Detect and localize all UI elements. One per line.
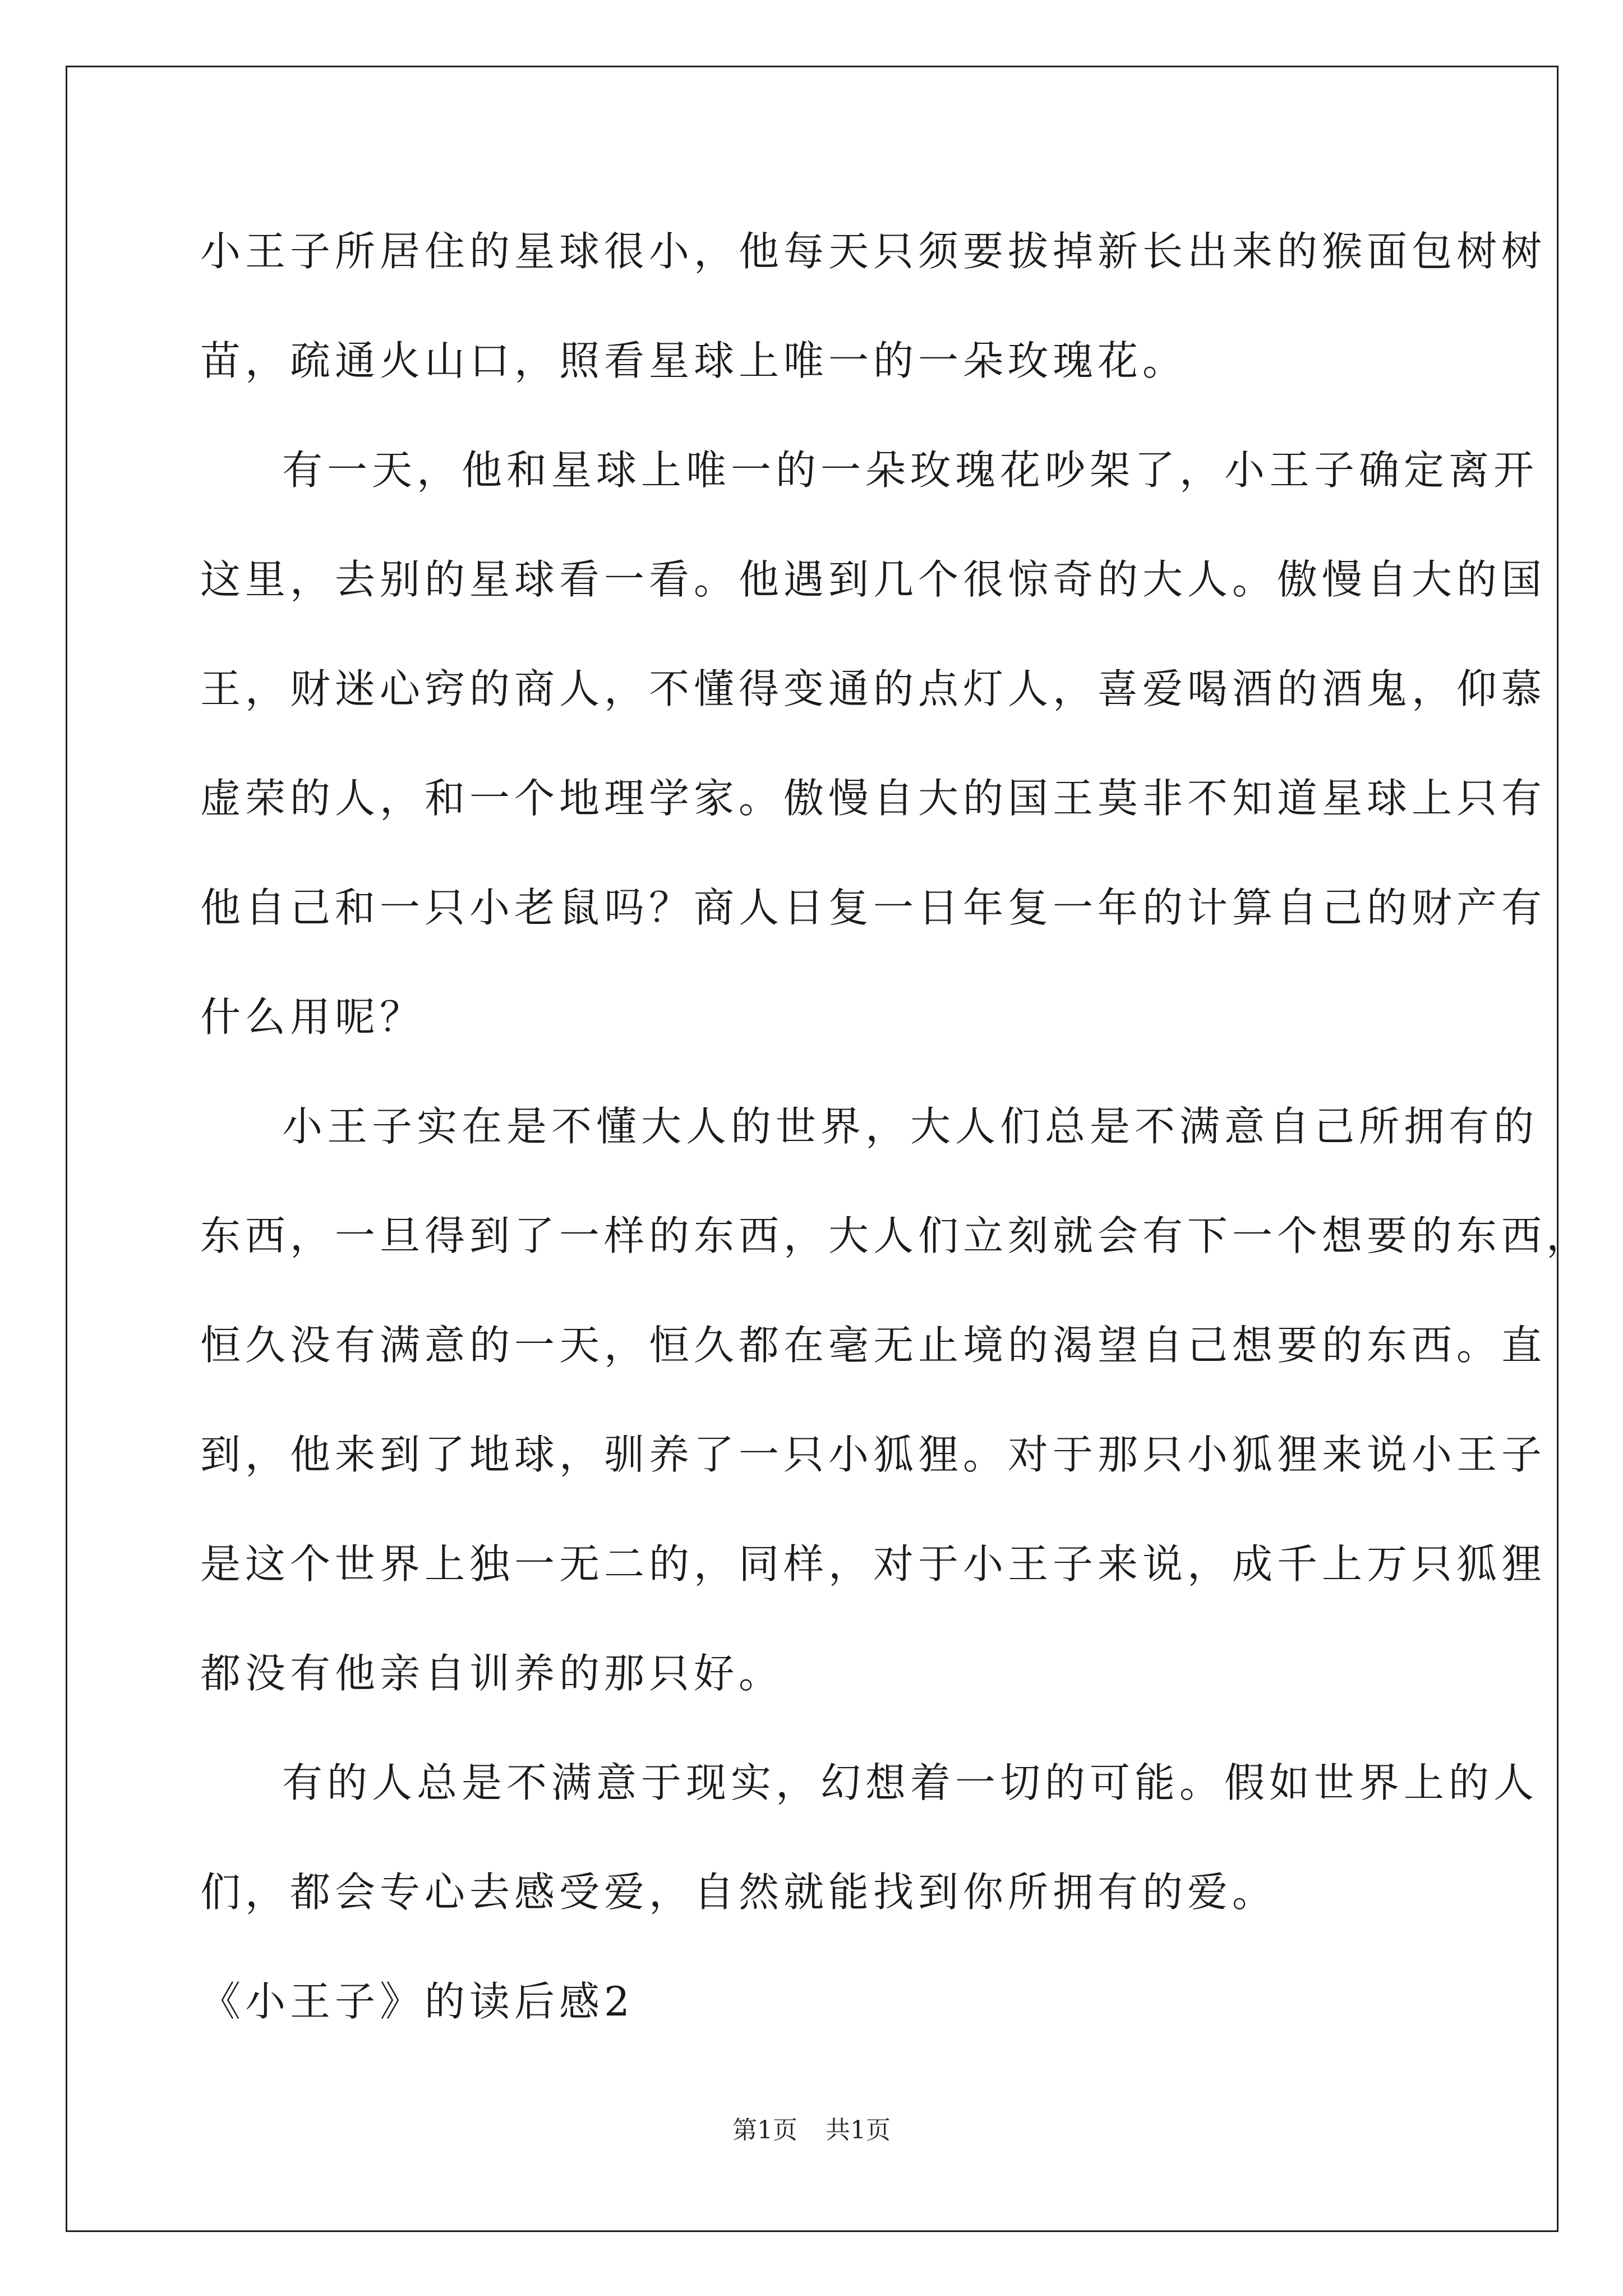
text-line-12: 到，他来到了地球，驯养了一只小狐狸。对于那只小狐狸来说小王子 [200, 1431, 1547, 1478]
text-line-1: 小王子所居住的星球很小，他每天只须要拔掉新长出来的猴面包树树 [200, 228, 1547, 275]
text-line-16: 们，都会专心去感受爱，自然就能找到你所拥有的爱。 [200, 1869, 1278, 1916]
page-footer [0, 2114, 1623, 2147]
text-line-13: 是这个世界上独一无二的，同样，对于小王子来说，成千上万只狐狸 [200, 1540, 1547, 1588]
section-heading: 《小王子》的读后感2 [200, 1978, 634, 2025]
page-number: 第1页 [732, 2116, 797, 2145]
text-line-14: 都没有他亲自训养的那只好。 [200, 1650, 784, 1697]
text-line-5: 王，财迷心窍的商人，不懂得变通的点灯人，喜爱喝酒的酒鬼，仰慕 [200, 665, 1547, 712]
text-line-6: 虚荣的人，和一个地理学家。傲慢自大的国王莫非不知道星球上只有 [200, 775, 1547, 822]
text-line-4: 这里，去别的星球看一看。他遇到几个很惊奇的大人。傲慢自大的国 [200, 556, 1547, 603]
text-line-3: 有一天，他和星球上唯一的一朵玫瑰花吵架了，小王子确定离开 [282, 447, 1539, 494]
text-line-8: 什么用呢？ [200, 993, 425, 1041]
text-line-15: 有的人总是不满意于现实，幻想着一切的可能。假如世界上的人 [282, 1759, 1539, 1806]
text-line-10: 东西，一旦得到了一样的东西，大人们立刻就会有下一个想要的东西， [200, 1212, 1592, 1259]
text-line-9: 小王子实在是不懂大人的世界，大人们总是不满意自己所拥有的 [282, 1103, 1539, 1150]
page-total: 共1页 [826, 2116, 891, 2145]
document-body [200, 209, 1592, 2069]
text-line-2: 苗，疏通火山口，照看星球上唯一的一朵玫瑰花。 [200, 337, 1188, 384]
text-line-11: 恒久没有满意的一天，恒久都在毫无止境的渴望自己想要的东西。直 [200, 1322, 1547, 1369]
text-line-7: 他自己和一只小老鼠吗？商人日复一日年复一年的计算自己的财产有 [200, 884, 1547, 931]
